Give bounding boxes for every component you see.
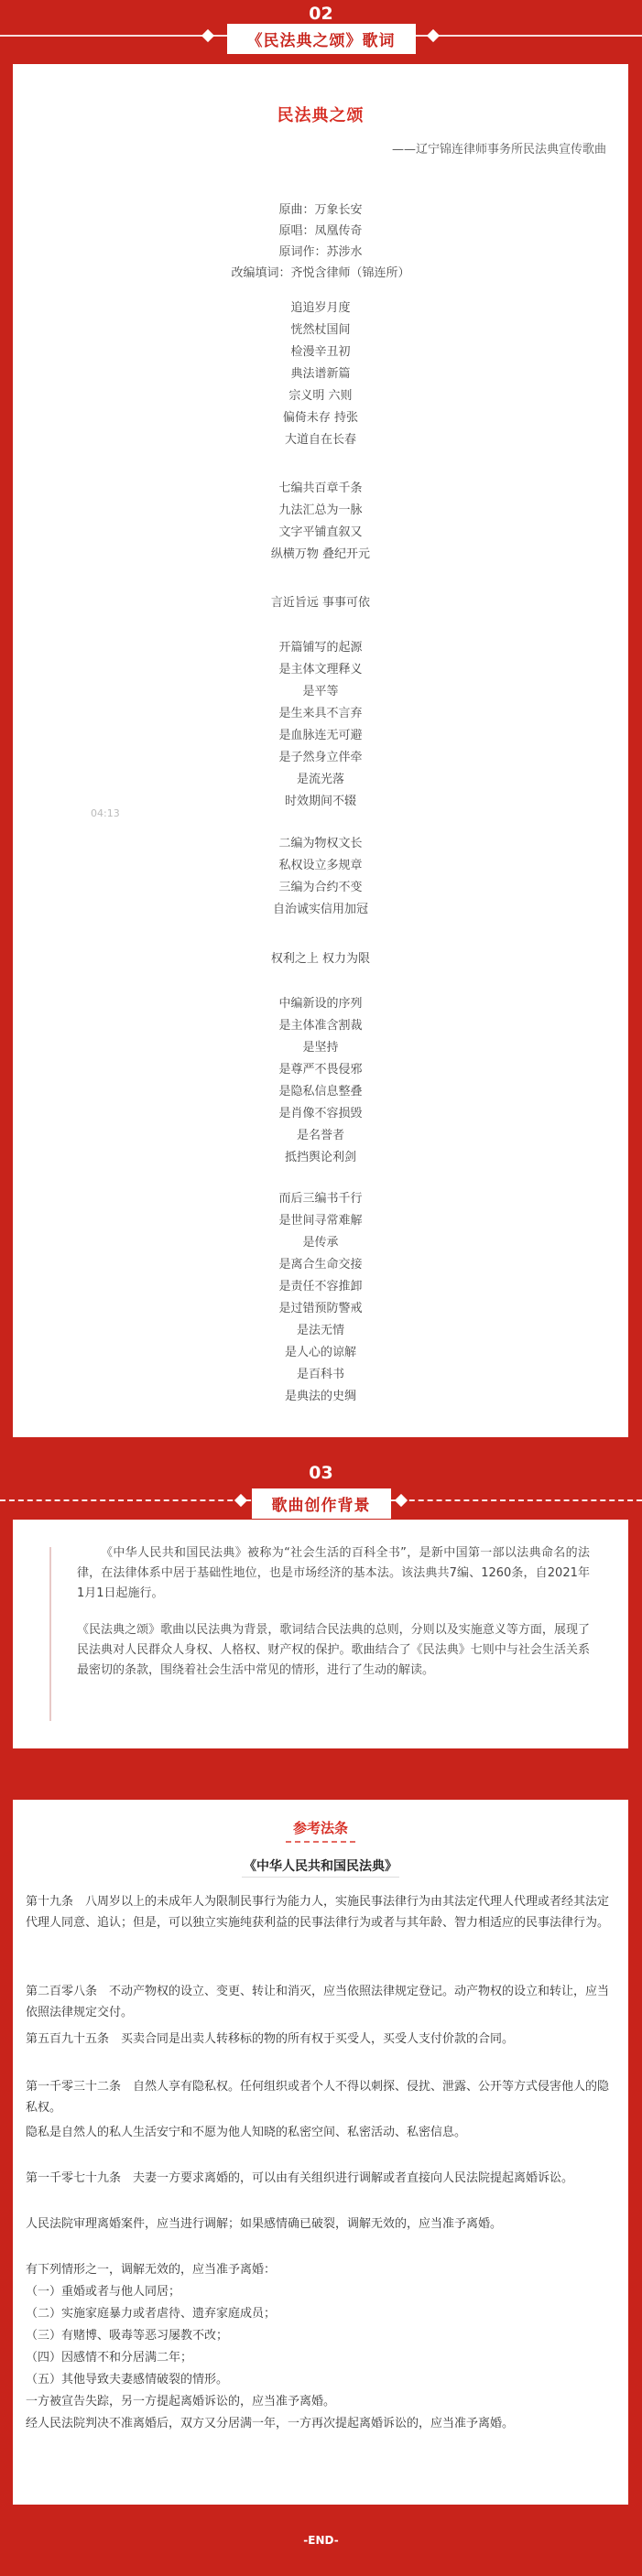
law-article: 有下列情形之一，调解无效的，应当准予离婚： xyxy=(26,2263,277,2277)
left-rule xyxy=(49,1547,51,1721)
lyric-line: 纵横万物 叠纪开元 xyxy=(270,547,371,561)
lyric-line: 是平等 xyxy=(302,685,339,698)
lyric-stanza xyxy=(13,833,628,921)
song-title: 民法典之颂 xyxy=(277,106,365,125)
lyric-line: 二编为物权文长 xyxy=(278,837,363,850)
lyric-line: 是坚持 xyxy=(302,1041,339,1055)
section-02-header xyxy=(0,4,642,24)
lyric-stanza xyxy=(13,993,628,1169)
law-article: （三）有赌博、吸毒等恶习屡教不改； xyxy=(26,2329,229,2343)
lyric-line: 九法汇总为一脉 xyxy=(278,503,363,517)
law-article: 第一千零三十二条 自然人享有隐私权。任何组织或者个人不得以刺探、侵扰、泄露、公开等方式侵害他人的隐私权。 xyxy=(26,2080,610,2115)
lyric-stanza xyxy=(13,948,628,970)
credit-line: 原曲：万象长安 xyxy=(278,203,363,217)
lyric-line: 是人心的谅解 xyxy=(284,1346,356,1359)
lyric-line: 是血脉连无可避 xyxy=(278,729,363,742)
lyric-line: 私权设立多规章 xyxy=(278,859,363,872)
section-ribbon: 歌曲创作背景 xyxy=(252,1488,391,1519)
law-article: 经人民法院判决不准离婚后，双方又分居满一年，一方再次提起离婚诉讼的，应当准予离婚。 xyxy=(26,2417,515,2430)
lyric-line: 偏倚未存 持张 xyxy=(282,411,359,425)
lyric-line: 是名誉者 xyxy=(296,1129,344,1142)
lyric-line: 抵挡舆论利剑 xyxy=(284,1151,356,1164)
section-ribbon: 《民法典之颂》歌词 xyxy=(227,24,416,54)
lyric-line: 是世间寻常难解 xyxy=(278,1214,363,1228)
divider xyxy=(242,1877,399,1878)
lyric-line: 是主体准含割裁 xyxy=(278,1019,363,1033)
lyric-line: 是主体文理释义 xyxy=(278,663,363,676)
diamond-left-icon xyxy=(234,1494,247,1507)
background-panel xyxy=(13,1520,628,1748)
credit-line: 改编填词：齐悦含律师（锦连所） xyxy=(231,266,410,280)
lyric-line: 言近旨远 事事可依 xyxy=(270,596,371,610)
lyric-line: 是过错预防警戒 xyxy=(278,1302,363,1315)
law-book-title: 《中华人民共和国民法典》 xyxy=(244,1859,397,1874)
law-article: 一方被宣告失踪，另一方提起离婚诉讼的，应当准予离婚。 xyxy=(26,2395,336,2408)
lyric-line: 是典法的史绸 xyxy=(284,1390,356,1403)
lyric-line: 是责任不容推卸 xyxy=(278,1280,363,1293)
lyric-line: 七编共百章千条 xyxy=(278,482,363,495)
lyric-line: 是流光落 xyxy=(296,773,344,786)
lyric-line: 是隐私信息整叠 xyxy=(278,1085,363,1099)
lyric-line: 三编为合约不变 xyxy=(278,881,363,894)
law-article: 第一千零七十九条 夫妻一方要求离婚的，可以由有关组织进行调解或者直接向人民法院提起离婚诉讼。 xyxy=(26,2171,574,2185)
background-paragraph: 《中华人民共和国民法典》被称为“社会生活的百科全书”，是新中国第一部以法典命名的法律，在法律体系中居于基础性地位，也是市场经济的基本法。该法典共7编、1260条，自2021年1月1日起施行。 xyxy=(77,1546,590,1600)
section-03-header xyxy=(0,1463,642,1483)
lyric-line: 开篇铺写的起源 xyxy=(278,641,363,655)
lyric-stanza xyxy=(13,298,628,451)
lyric-line: 而后三编书千行 xyxy=(278,1192,363,1206)
credit-line: 原唱：凤凰传奇 xyxy=(278,224,363,238)
lyric-stanza xyxy=(13,1188,628,1408)
song-subtitle: ——辽宁锦连律师事务所民法典宣传歌曲 xyxy=(391,143,606,157)
law-article: 第二百零八条 不动产物权的设立、变更、转让和消灭，应当依照法律规定登记。动产物权的设立和转让，应当依照法律规定交付。 xyxy=(26,1985,610,2019)
video-timestamp: 04:13 xyxy=(91,807,120,819)
law-article: （四）因感情不和分居满二年； xyxy=(26,2351,193,2365)
lyric-line: 检漫辛丑初 xyxy=(290,345,351,359)
lyric-line: 是子然身立伴牵 xyxy=(278,751,363,764)
background-paragraph: 《民法典之颂》歌曲以民法典为背景，歌词结合民法典的总则，分则以及实施意义等方面，展现了民法典对人民群众人身权、人格权、财产权的保护。歌曲结合了《民法典》七则中与社会生活关系最密切的条款，围绕着社会生活中常见的情形，进行了生动的解读。 xyxy=(77,1623,590,1677)
law-article: （一）重婚或者与他人同居； xyxy=(26,2285,181,2299)
law-article: （二）实施家庭暴力或者虐待、遗弃家庭成员； xyxy=(26,2307,277,2321)
credit-line: 原词作：苏涉水 xyxy=(278,245,363,259)
law-article: （五）其他导致夫妻感情破裂的情形。 xyxy=(26,2373,229,2387)
lyric-line: 文字平铺直叙又 xyxy=(278,525,363,539)
diamond-left-icon xyxy=(201,29,214,42)
lyric-line: 是肖像不容损毁 xyxy=(278,1107,363,1120)
law-article: 隐私是自然人的私人生活安宁和不愿为他人知晓的私密空间、私密活动、私密信息。 xyxy=(26,2126,467,2139)
lyric-line: 是生来具不言弃 xyxy=(278,707,363,720)
lyric-line: 是传承 xyxy=(302,1236,339,1250)
lyric-line: 是离合生命交接 xyxy=(278,1258,363,1272)
lyric-stanza xyxy=(13,637,628,813)
lyric-line: 宗义明 六则 xyxy=(288,389,353,403)
reference-law-panel xyxy=(13,1800,628,2505)
law-article: 第五百九十五条 买卖合同是出卖人转移标的物的所有权于买受人，买受人支付价款的合同。 xyxy=(26,2032,515,2046)
lyric-stanza xyxy=(13,592,628,614)
law-article: 人民法院审理离婚案件，应当进行调解；如果感情确已破裂，调解无效的，应当准予离婚。 xyxy=(26,2217,503,2231)
lyric-line: 权利之上 权力为限 xyxy=(270,952,371,966)
song-credits xyxy=(13,200,628,284)
lyric-line: 是百科书 xyxy=(296,1368,344,1381)
lyric-line: 恍然杖国间 xyxy=(290,323,351,337)
law-title-wrap xyxy=(13,1818,628,1843)
lyric-line: 自治诚实信用加冠 xyxy=(272,903,368,916)
end-marker: -END- xyxy=(303,2534,339,2547)
lyrics-panel xyxy=(13,64,628,1437)
lyric-line: 是法无情 xyxy=(296,1324,344,1337)
lyric-line: 是尊严不畏侵邪 xyxy=(278,1063,363,1077)
diamond-right-icon xyxy=(395,1494,408,1507)
diamond-right-icon xyxy=(427,29,440,42)
law-article: 第十九条 八周岁以上的未成年人为限制民事行为能力人，实施民事法律行为由其法定代理人代理或者经其法定代理人同意、追认；但是，可以独立实施纯获利益的民事法律行为或者与其年龄、智力相适应的民事法律行为。 xyxy=(26,1895,610,1930)
section-number: 03 xyxy=(309,1463,333,1483)
law-section-title: 参考法条 xyxy=(286,1818,355,1843)
lyric-line: 典法谱新篇 xyxy=(290,367,351,381)
lyric-line: 中编新设的序列 xyxy=(278,997,363,1011)
lyric-line: 追追岁月度 xyxy=(290,301,351,315)
lyric-stanza xyxy=(13,478,628,566)
lyric-line: 大道自在长春 xyxy=(284,433,356,447)
lyric-line: 时效期间不辍 xyxy=(284,795,356,808)
section-number: 02 xyxy=(309,4,333,24)
